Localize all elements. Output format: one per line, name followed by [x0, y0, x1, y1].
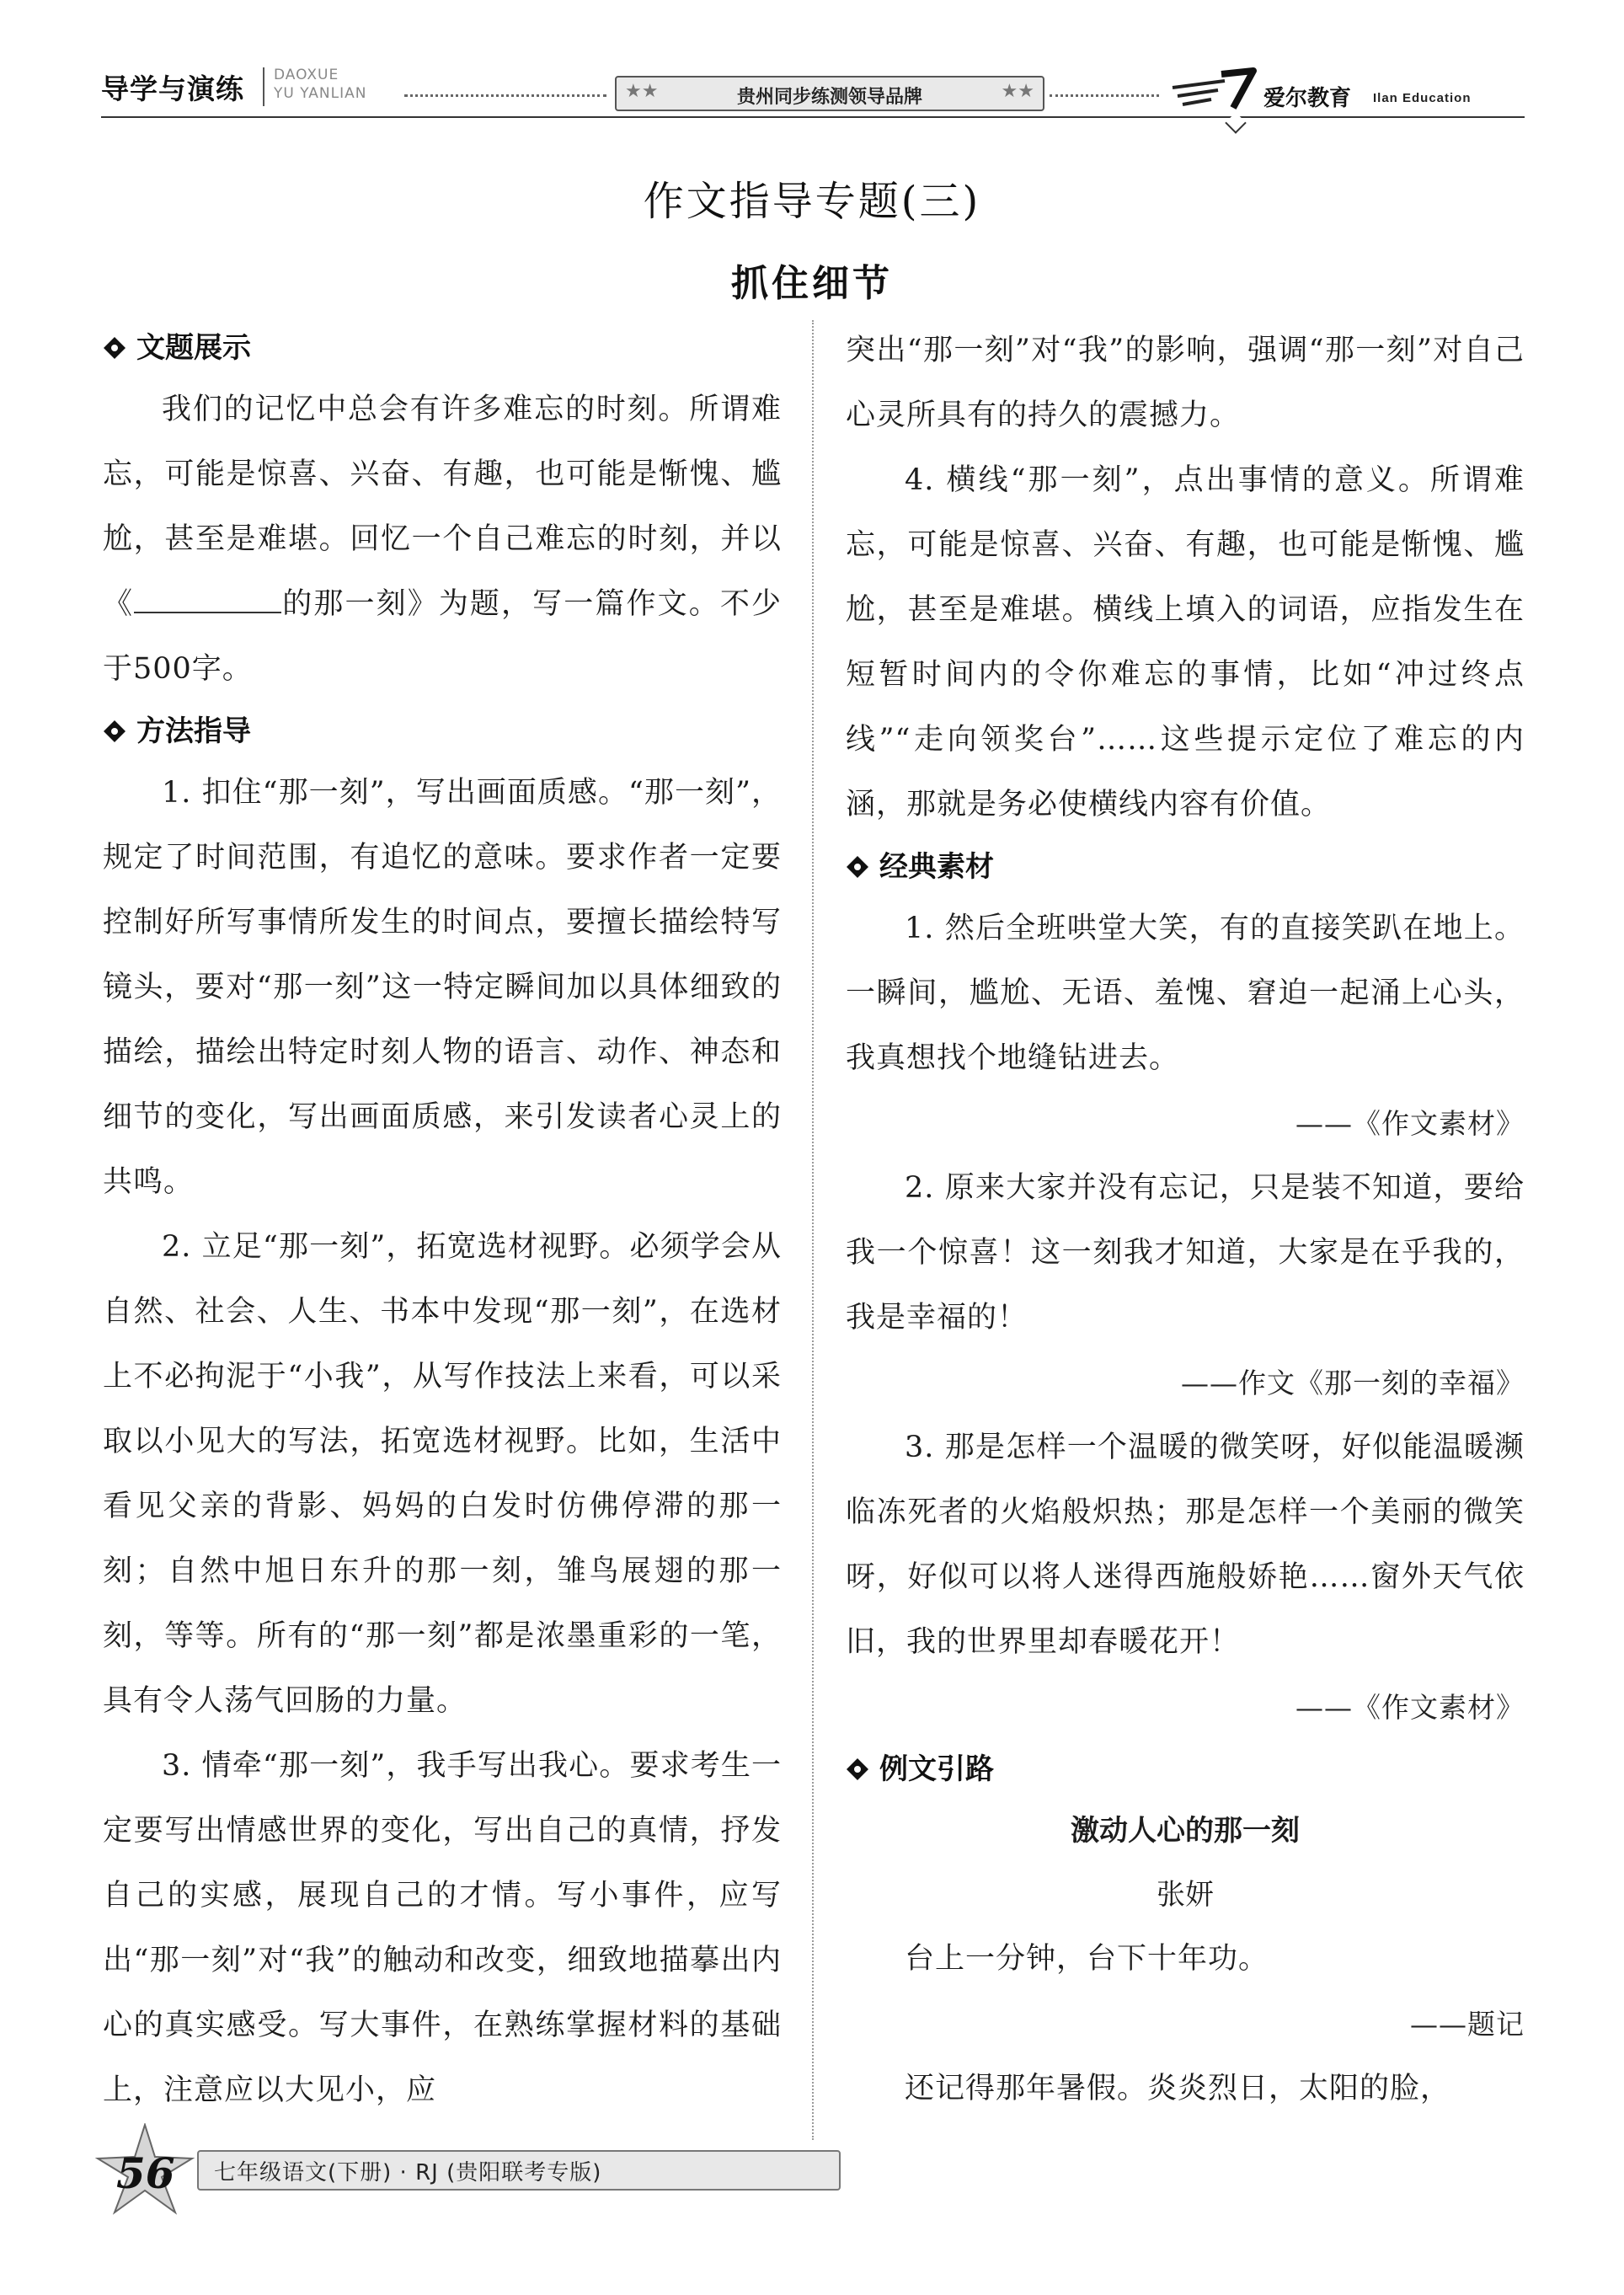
topic-text-part-1: 我们的记忆中总会有许多难忘的时刻。所谓难忘，可能是惊喜、兴奋、有趣，也可能是惭愧、尴尬，甚至是难堪。回忆一个自己难忘的时刻，并以《: [103, 393, 782, 621]
series-pinyin-line-1: DAOXUE: [274, 67, 339, 83]
diamond-marker-icon: [846, 855, 869, 879]
page-header: [101, 62, 1525, 130]
star-icon: ★★: [625, 81, 659, 102]
brand-slogan: 贵州同步练测领导品牌: [736, 87, 922, 108]
header-rule: [101, 116, 1525, 118]
diamond-marker-icon: [103, 336, 126, 360]
section-heading-text: 文题展示: [136, 331, 251, 365]
example-essay-author: 张妍: [1157, 1878, 1214, 1912]
left-column: [103, 318, 782, 2123]
brand-banner: [615, 76, 1044, 111]
star-icon: ★★: [1001, 81, 1034, 102]
publisher-name: 爱尔教育: [1263, 86, 1352, 111]
section-heading-materials: [846, 837, 1525, 896]
header-dotted-rule-right: [1050, 94, 1159, 97]
page-footer: [94, 2123, 768, 2216]
material-2-source: ——作文《那一刻的幸福》: [1181, 1367, 1525, 1399]
example-essay-title: 激动人心的那一刻: [1071, 1814, 1300, 1848]
header-separator: [263, 67, 264, 106]
method-point-1: 1. 扣住“那一刻”，写出画面质感。“那一刻”，规定了时间范围，有追忆的意味。要求作者一定要控制好所写事情所发生的时间点，要擅长描绘特写镜头，要对“那一刻”这一特定瞬间加以具体细致的描绘，描绘出特定时刻人物的语言、动作、神态和细节的变化，写出画面质感，来引发读者心灵上的共鸣。: [103, 776, 782, 1199]
section-heading-example: [846, 1740, 1525, 1799]
header-dotted-rule-left: [404, 94, 606, 97]
topic-paragraph: [103, 377, 782, 702]
section-heading-text: 方法指导: [136, 714, 251, 748]
method-point-4: 4. 横线“那一刻”，点出事情的意义。所谓难忘，可能是惊喜、兴奋、有趣，也可能是惭愧、尴尬，甚至是难堪。横线上填入的词语，应指发生在短暂时间内的令你难忘的事情，比如“冲过终点线”“走向领奖台”……这些提示定位了难忘的内涵，那就是务必使横线内容有价值。: [846, 463, 1525, 821]
topic-text-part-2: 的那一刻》为题，写一篇作文。不少于500字。: [103, 587, 782, 686]
book-info: 七年级语文(下册) · RJ (贵阳联考专版): [214, 2160, 602, 2185]
material-1: 1. 然后全班哄堂大笑，有的直接笑趴在地上。一瞬间，尴尬、无语、羞愧、窘迫一起涌上心头，我真想找个地缝钻进去。: [846, 912, 1525, 1075]
example-epigraph-source: ——题记: [1410, 2008, 1525, 2041]
section-heading-text: 经典素材: [879, 850, 994, 884]
material-3-source: ——《作文素材》: [1295, 1691, 1525, 1724]
publisher-english: Ilan Education: [1373, 91, 1472, 105]
series-title: 导学与演练: [101, 72, 244, 105]
method-point-2: 2. 立足“那一刻”，拓宽选材视野。必须学会从自然、社会、人生、书本中发现“那一刻”，在选材上不必拘泥于“小我”，从写作技法上来看，可以采取以小见大的写法，拓宽选材视野。比如，生活中看见父亲的背影、妈妈的白发时仿佛停滞的那一刻；自然中旭日东升的那一刻，雏鸟展翅的那一刻，等等。所有的“那一刻”都是浓墨重彩的一笔，具有令人荡气回肠的力量。: [103, 1230, 782, 1718]
page-subtitle: 抓住细节: [731, 262, 893, 305]
method-point-3: 3. 情牵“那一刻”，我手写出我心。要求考生一定要写出情感世界的变化，写出自己的真情，抒发自己的实感，展现自己的才情。写小事件，应写出“那一刻”对“我”的触动和改变，细致地描摹出内心的真实感受。写大事件，在熟练掌握材料的基础上，注意应以大见小，应: [103, 1749, 782, 2107]
material-3: 3. 那是怎样一个温暖的微笑呀，好似能温暖濒临冻死者的火焰般炽热；那是怎样一个美丽的微笑呀，好似可以将人迷得西施般娇艳……窗外天气依旧，我的世界里却春暖花开！: [846, 1431, 1525, 1659]
section-heading-text: 例文引路: [879, 1752, 994, 1786]
page-number: 56: [116, 2148, 175, 2198]
series-pinyin: [274, 66, 366, 103]
example-paragraph-1: 还记得那年暑假。炎炎烈日，太阳的脸，: [905, 2072, 1451, 2105]
material-2: 2. 原来大家并没有忘记，只是装不知道，要给我一个惊喜！这一刻我才知道，大家是在乎我的，我是幸福的！: [846, 1171, 1525, 1335]
section-heading-method: [103, 702, 782, 761]
right-column: [846, 318, 1525, 2121]
section-heading-topic: [103, 318, 782, 377]
logo-icon: [1166, 62, 1258, 113]
material-1-source: ——《作文素材》: [1295, 1107, 1525, 1140]
fill-in-blank: [134, 588, 281, 613]
column-divider: [812, 320, 814, 2140]
diamond-marker-icon: [846, 1757, 869, 1781]
page-title: 作文指导专题(三): [643, 178, 981, 225]
diamond-marker-icon: [103, 720, 126, 743]
example-epigraph: 台上一分钟，台下十年功。: [905, 1942, 1269, 1976]
series-pinyin-line-2: YU YANLIAN: [274, 85, 367, 102]
method-point-3-continued: 突出“那一刻”对“我”的影响，强调“那一刻”对自己心灵所具有的持久的震撼力。: [846, 334, 1525, 432]
